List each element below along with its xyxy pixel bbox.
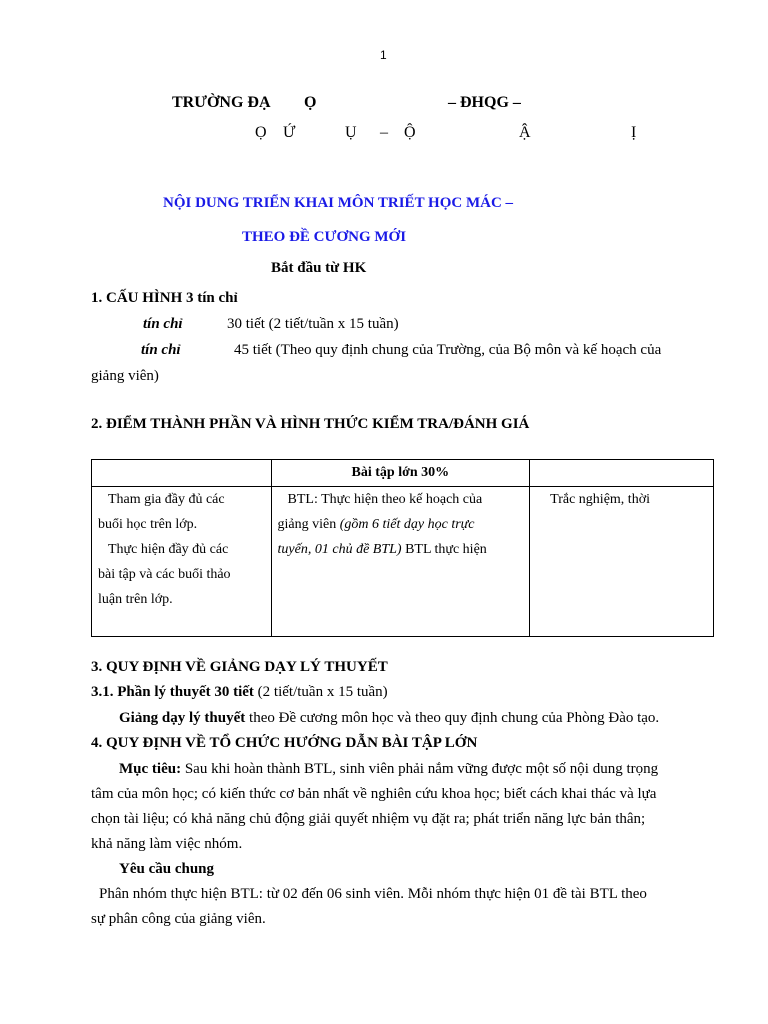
cell-text: BTL thực hiện xyxy=(401,542,487,557)
cell-line: Tham gia đầy đủ các xyxy=(108,492,225,507)
table-cell-assignment xyxy=(271,487,530,637)
cell-line: bài tập và các buổi thảo xyxy=(98,567,231,582)
cell-line: buổi học trên lớp. xyxy=(98,517,198,532)
header-line2-part: Ị xyxy=(631,124,637,141)
cell-line: BTL: Thực hiện theo kế hoạch của xyxy=(287,492,483,507)
table-row xyxy=(92,460,714,487)
goal-label: Mục tiêu: xyxy=(119,761,182,777)
table-cell xyxy=(530,460,714,487)
cell-line: Trắc nghiệm, thời xyxy=(550,492,650,507)
header-line2-part: Ọ xyxy=(255,124,267,141)
goal-line xyxy=(119,761,658,778)
header-university-right: – ĐHQG – xyxy=(448,94,521,111)
sub-bold: 3.1. Phần lý thuyết 30 tiết xyxy=(91,684,254,700)
requirements-line: sự phân công của giảng viên. xyxy=(91,911,266,927)
para-bold: Giảng dạy lý thuyết xyxy=(119,710,246,726)
cell-text: giảng viên xyxy=(277,517,340,532)
table-cell xyxy=(92,460,272,487)
header-university-left: TRƯỜNG ĐẠ xyxy=(172,94,271,111)
cell-line xyxy=(278,512,524,537)
section1-heading: 1. CẤU HÌNH 3 tín chỉ xyxy=(91,290,238,306)
header-line2-part: – xyxy=(380,124,388,141)
goal-line: khả năng làm việc nhóm. xyxy=(91,836,243,852)
table-header-assignment: Bài tập lớn 30% xyxy=(271,460,530,487)
goal-line: tâm của môn học; có kiến thức cơ bản nhất về nghiên cứu khoa học; biết cách khai thác và lựa xyxy=(91,786,657,802)
section4-heading: 4. QUY ĐỊNH VỀ TỔ CHỨC HƯỚNG DẪN BÀI TẬP LỚN xyxy=(91,735,478,751)
cell-text-italic: (gồm 6 tiết dạy học trực xyxy=(339,517,475,532)
table-row xyxy=(92,487,714,637)
header-line2-part: Ộ xyxy=(404,124,416,141)
table-cell-exam xyxy=(530,487,714,637)
header-line2-part: Ậ xyxy=(519,124,531,141)
goal-text: Sau khi hoàn thành BTL, sinh viên phải nắm vững được một số nội dung trọng xyxy=(181,761,659,777)
cell-text-italic: tuyến, 01 chủ đề BTL) xyxy=(277,542,402,557)
header-line2-part: Ụ xyxy=(345,124,357,141)
sub-text: (2 tiết/tuần x 15 tuần) xyxy=(253,684,388,700)
credit-label: tín chỉ xyxy=(143,316,183,332)
cell-line: Thực hiện đầy đủ các xyxy=(108,542,229,557)
start-term: Bắt đầu từ HK xyxy=(271,260,367,276)
header-line2-part: Ứ xyxy=(283,124,296,141)
credit-text: 30 tiết (2 tiết/tuần x 15 tuần) xyxy=(227,316,399,332)
para-text: theo Đề cương môn học và theo quy định chung của Phòng Đào tạo. xyxy=(245,710,660,726)
title-line2: THEO ĐỀ CƯƠNG MỚI xyxy=(242,229,407,245)
page-number: 1 xyxy=(380,48,387,62)
credit-text: 45 tiết (Theo quy định chung của Trường, của Bộ môn và kế hoạch của xyxy=(234,342,662,358)
header-university-mid: Ọ xyxy=(304,94,317,111)
goal-line: chọn tài liệu; có khả năng chủ động giải quyết nhiệm vụ đặt ra; phát triển năng lực bản thân; xyxy=(91,811,646,827)
grading-table xyxy=(91,459,714,637)
requirements-line: Phân nhóm thực hiện BTL: từ 02 đến 06 sinh viên. Mỗi nhóm thực hiện 01 đề tài BTL theo xyxy=(99,886,647,902)
table-cell-attendance xyxy=(92,487,272,637)
section3-sub xyxy=(91,684,388,701)
section2-heading: 2. ĐIỂM THÀNH PHẦN VÀ HÌNH THỨC KIỂM TRA/ĐÁNH GIÁ xyxy=(91,416,530,432)
requirements-heading: Yêu cầu chung xyxy=(119,861,215,877)
section3-heading: 3. QUY ĐỊNH VỀ GIẢNG DẠY LÝ THUYẾT xyxy=(91,659,388,675)
credit-text-cont: giảng viên) xyxy=(91,368,159,384)
section3-para xyxy=(119,710,659,727)
cell-line: luận trên lớp. xyxy=(98,592,173,607)
cell-line xyxy=(278,537,524,562)
title-line1: NỘI DUNG TRIỂN KHAI MÔN TRIẾT HỌC MÁC – xyxy=(163,195,514,211)
credit-label: tín chỉ xyxy=(141,342,181,358)
